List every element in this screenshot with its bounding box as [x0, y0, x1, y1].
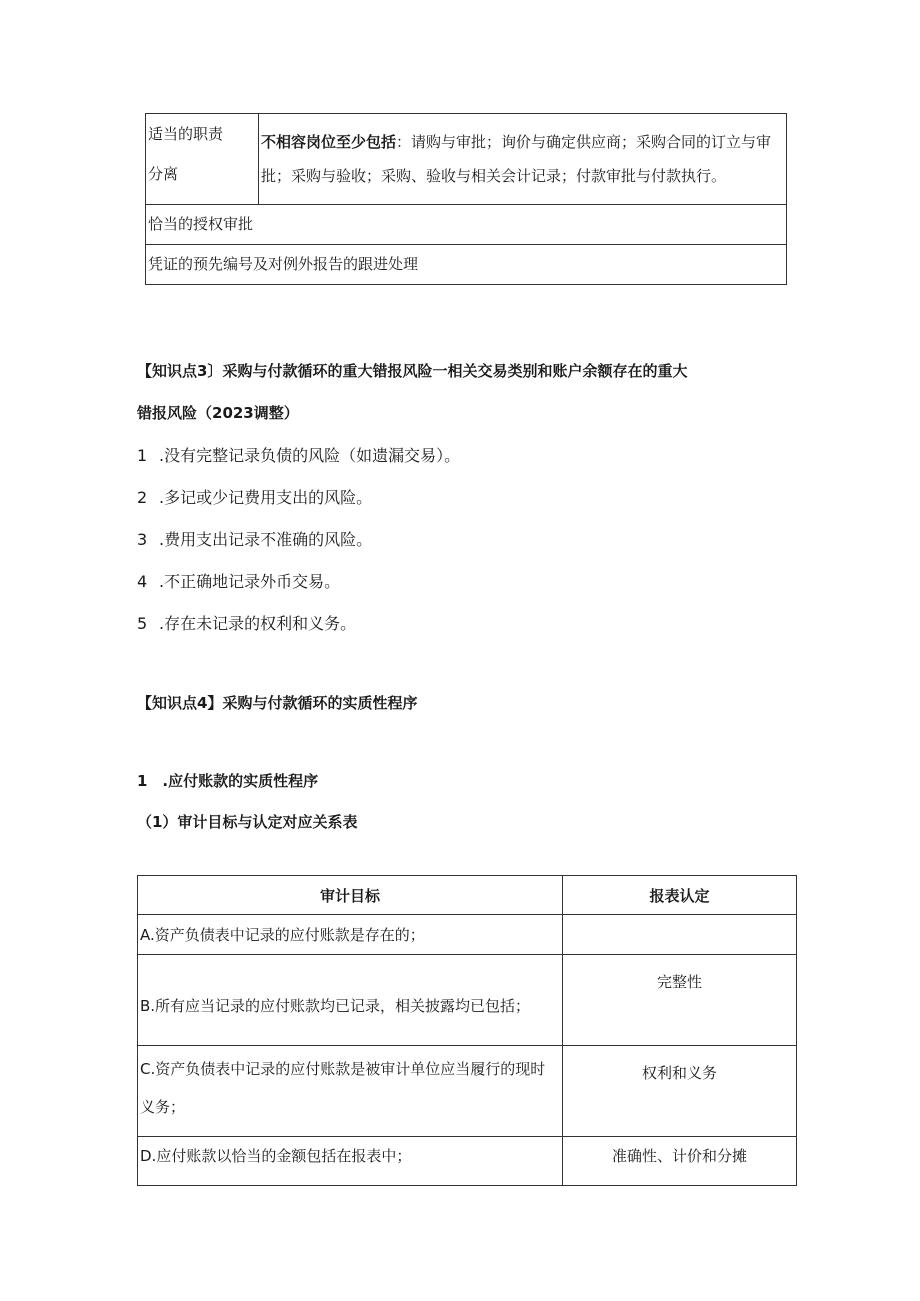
- control-full-cell: 凭证的预先编号及对例外报告的跟进处理: [146, 245, 787, 285]
- header-assertion: 报表认定: [563, 876, 797, 915]
- assertion-cell: 完整性: [563, 955, 797, 1046]
- risk-item: [137, 611, 356, 634]
- table-row: [138, 915, 797, 955]
- goal-cell: B.所有应当记录的应付账款均已记录，相关披露均已包括；: [138, 955, 563, 1046]
- risk-item: [137, 443, 460, 466]
- control-content-bold: 不相容岗位至少包括: [261, 133, 397, 151]
- goal-cell: C.资产负债表中记录的应付账款是被审计单位应当履行的现时义务；: [138, 1046, 563, 1137]
- risk-item-text: .多记或少记费用支出的风险。: [159, 488, 373, 507]
- control-full-cell: 恰当的授权审批: [146, 205, 787, 245]
- assertion-cell: 准确性、计价和分摊: [563, 1137, 797, 1186]
- risk-item: [137, 527, 372, 550]
- assertion-cell: 权利和义务: [563, 1046, 797, 1137]
- risk-item-text: .不正确地记录外币交易。: [159, 572, 341, 591]
- table-row: [138, 955, 797, 1046]
- section4-subheading-1: 1 .应付账款的实质性程序: [137, 772, 319, 790]
- assertion-table-header: [138, 876, 797, 915]
- control-table: [145, 113, 787, 285]
- header-goal: 审计目标: [138, 876, 563, 915]
- assertion-cell: [563, 915, 797, 955]
- control-row-segregation: [146, 114, 787, 205]
- risk-item-text: .存在未记录的权利和义务。: [159, 614, 357, 633]
- table-row: [138, 1046, 797, 1137]
- section3-heading-line1: 【知识点3〕采购与付款循环的重大错报风险一相关交易类别和账户余额存在的重大: [137, 362, 688, 380]
- section3-heading-line2: 错报风险（2023调整）: [137, 404, 299, 422]
- section4-heading: 【知识点4】采购与付款循环的实质性程序: [137, 694, 418, 712]
- section4-subheading-2: （1）审计目标与认定对应关系表: [137, 813, 358, 831]
- control-content-cell: [259, 114, 787, 205]
- control-label-line1: 适当的职责: [148, 125, 224, 143]
- assertion-table: [137, 875, 797, 1186]
- control-label-line2: 分离: [148, 165, 179, 183]
- control-row-authorization: [146, 205, 787, 245]
- control-row-prenumbering: [146, 245, 787, 285]
- risk-item-text: .费用支出记录不准确的风险。: [159, 530, 373, 549]
- table-row: [138, 1137, 797, 1186]
- control-label-cell: [146, 114, 259, 205]
- risk-item-text: .没有完整记录负债的风险（如遗漏交易）。: [159, 446, 461, 465]
- risk-item: [137, 569, 340, 592]
- goal-cell: A.资产负债表中记录的应付账款是存在的；: [138, 915, 563, 955]
- risk-item-number: 4: [137, 572, 148, 591]
- goal-cell: D.应付账款以恰当的金额包括在报表中；: [138, 1137, 563, 1186]
- risk-item-number: 5: [137, 614, 148, 633]
- risk-item-number: 2: [137, 488, 148, 507]
- risk-item: [137, 485, 372, 508]
- risk-item-number: 1: [137, 446, 148, 465]
- risk-item-number: 3: [137, 530, 148, 549]
- control-content-text: ：请购与审批；询价与确定供应商；采购合同的订立与审批；采购与验收；采购、验收与相关会计记录；付款审批与付款执行。: [261, 133, 772, 185]
